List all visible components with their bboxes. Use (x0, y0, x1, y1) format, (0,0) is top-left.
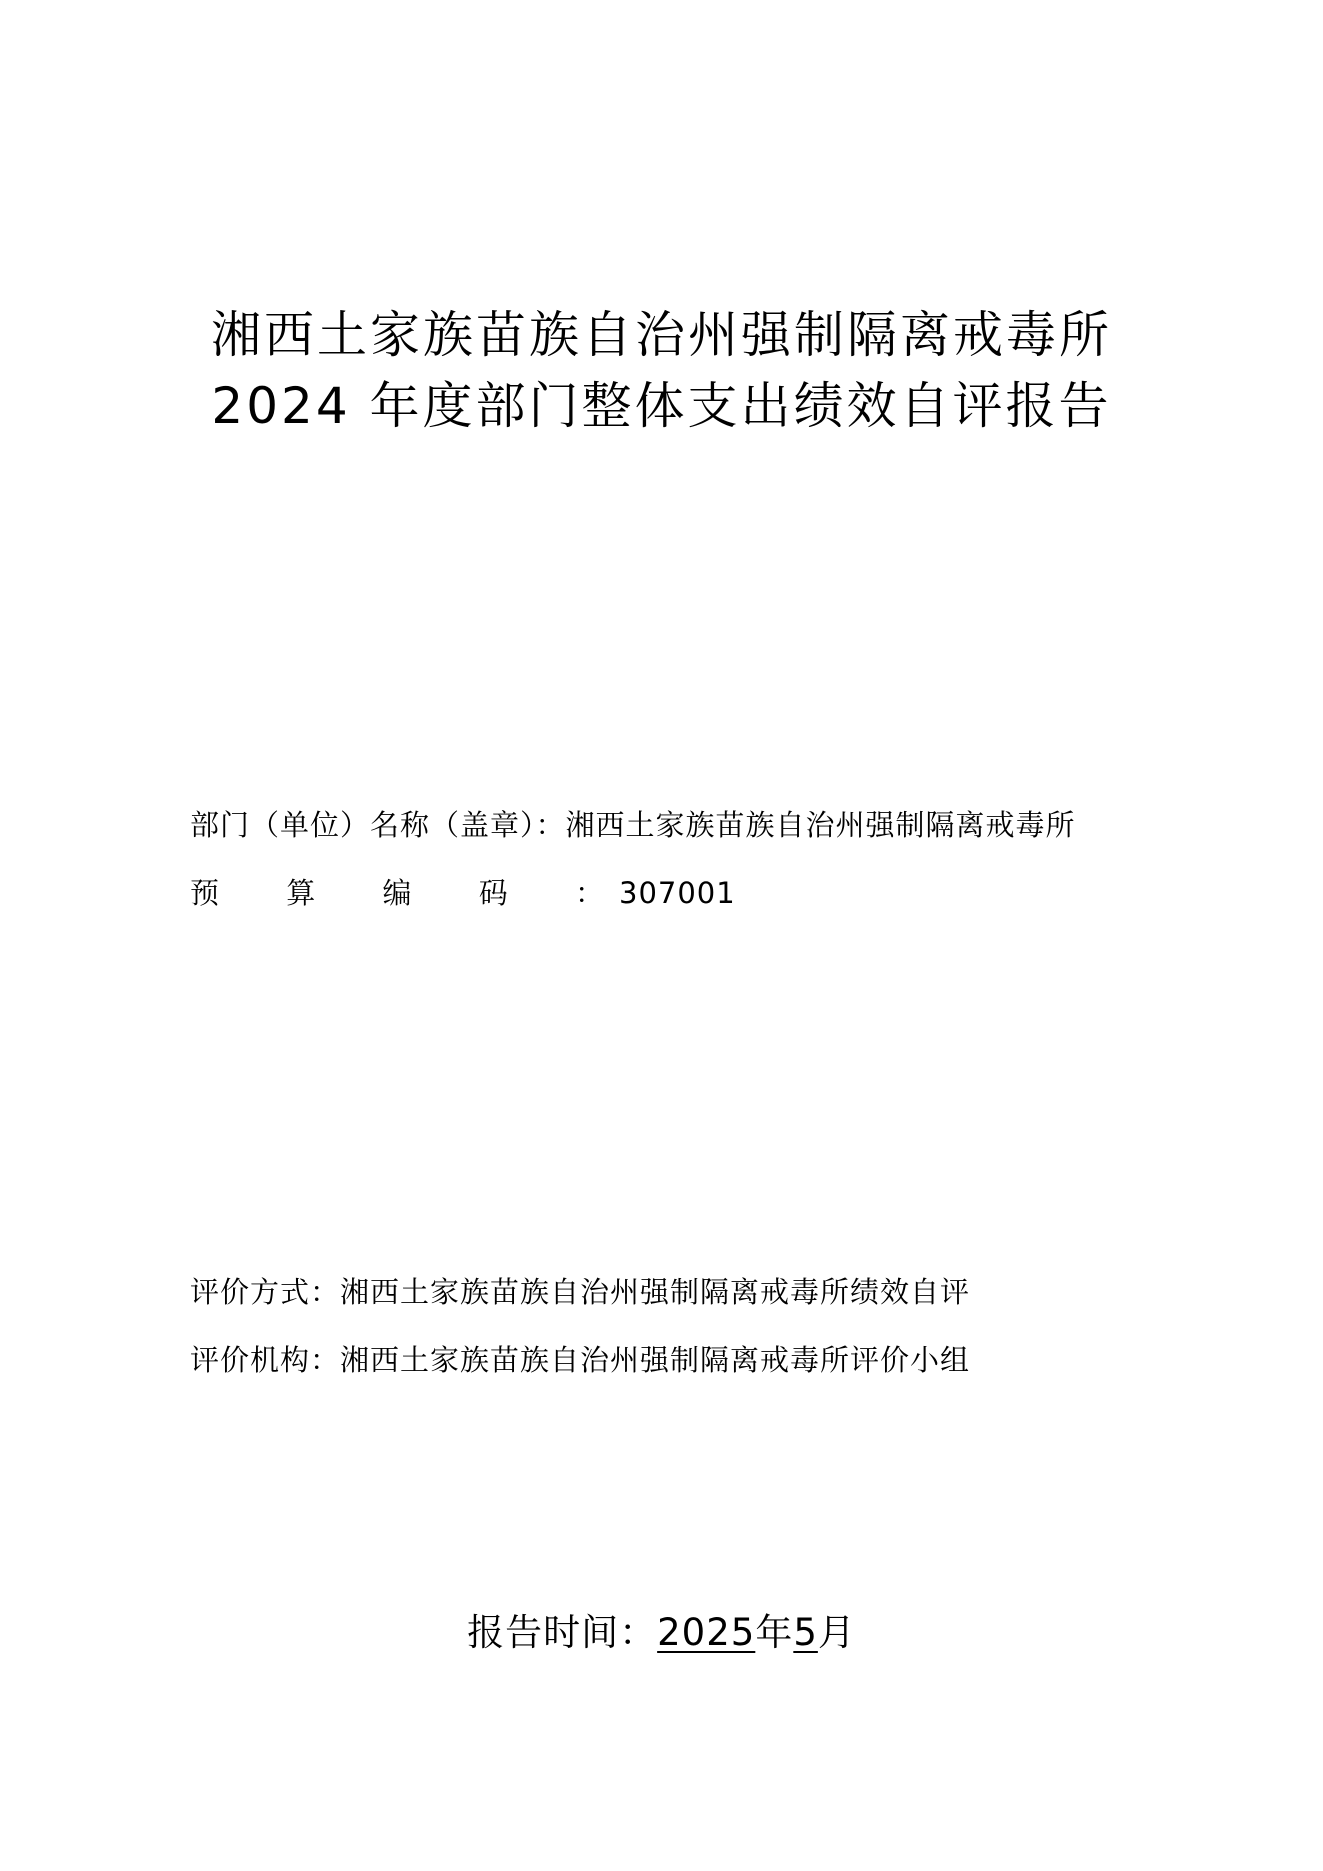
evaluation-method-value: 湘西土家族苗族自治州强制隔离戒毒所绩效自评 (340, 1275, 971, 1309)
evaluation-method-label: 评价方式： (190, 1275, 341, 1309)
report-title-line-1: 湘西土家族苗族自治州强制隔离戒毒所 (211, 306, 1112, 364)
department-name-value: 湘西土家族苗族自治州强制隔离戒毒所 (565, 808, 1076, 842)
report-date-row (0, 1609, 1323, 1657)
report-date-label: 报告时间： (467, 1611, 658, 1654)
department-name-label: 部门（单位）名称（盖章）： (190, 808, 566, 842)
report-date-month-unit: 月 (817, 1611, 856, 1654)
budget-code-label: 预算编码： (190, 876, 605, 910)
budget-code-value: 307001 (619, 876, 736, 910)
evaluation-org-label: 评价机构： (190, 1343, 341, 1377)
evaluation-org-row (190, 1342, 970, 1378)
budget-code-row (190, 875, 736, 911)
evaluation-org-value: 湘西土家族苗族自治州强制隔离戒毒所评价小组 (340, 1343, 971, 1377)
department-name-row (190, 807, 1076, 843)
report-title-line-2: 2024 年度部门整体支出绩效自评报告 (211, 377, 1112, 435)
report-date-year-unit: 年 (755, 1611, 794, 1654)
evaluation-method-row (190, 1274, 970, 1310)
report-date-year: 2025 (657, 1611, 756, 1654)
report-date-month: 5 (793, 1611, 818, 1654)
